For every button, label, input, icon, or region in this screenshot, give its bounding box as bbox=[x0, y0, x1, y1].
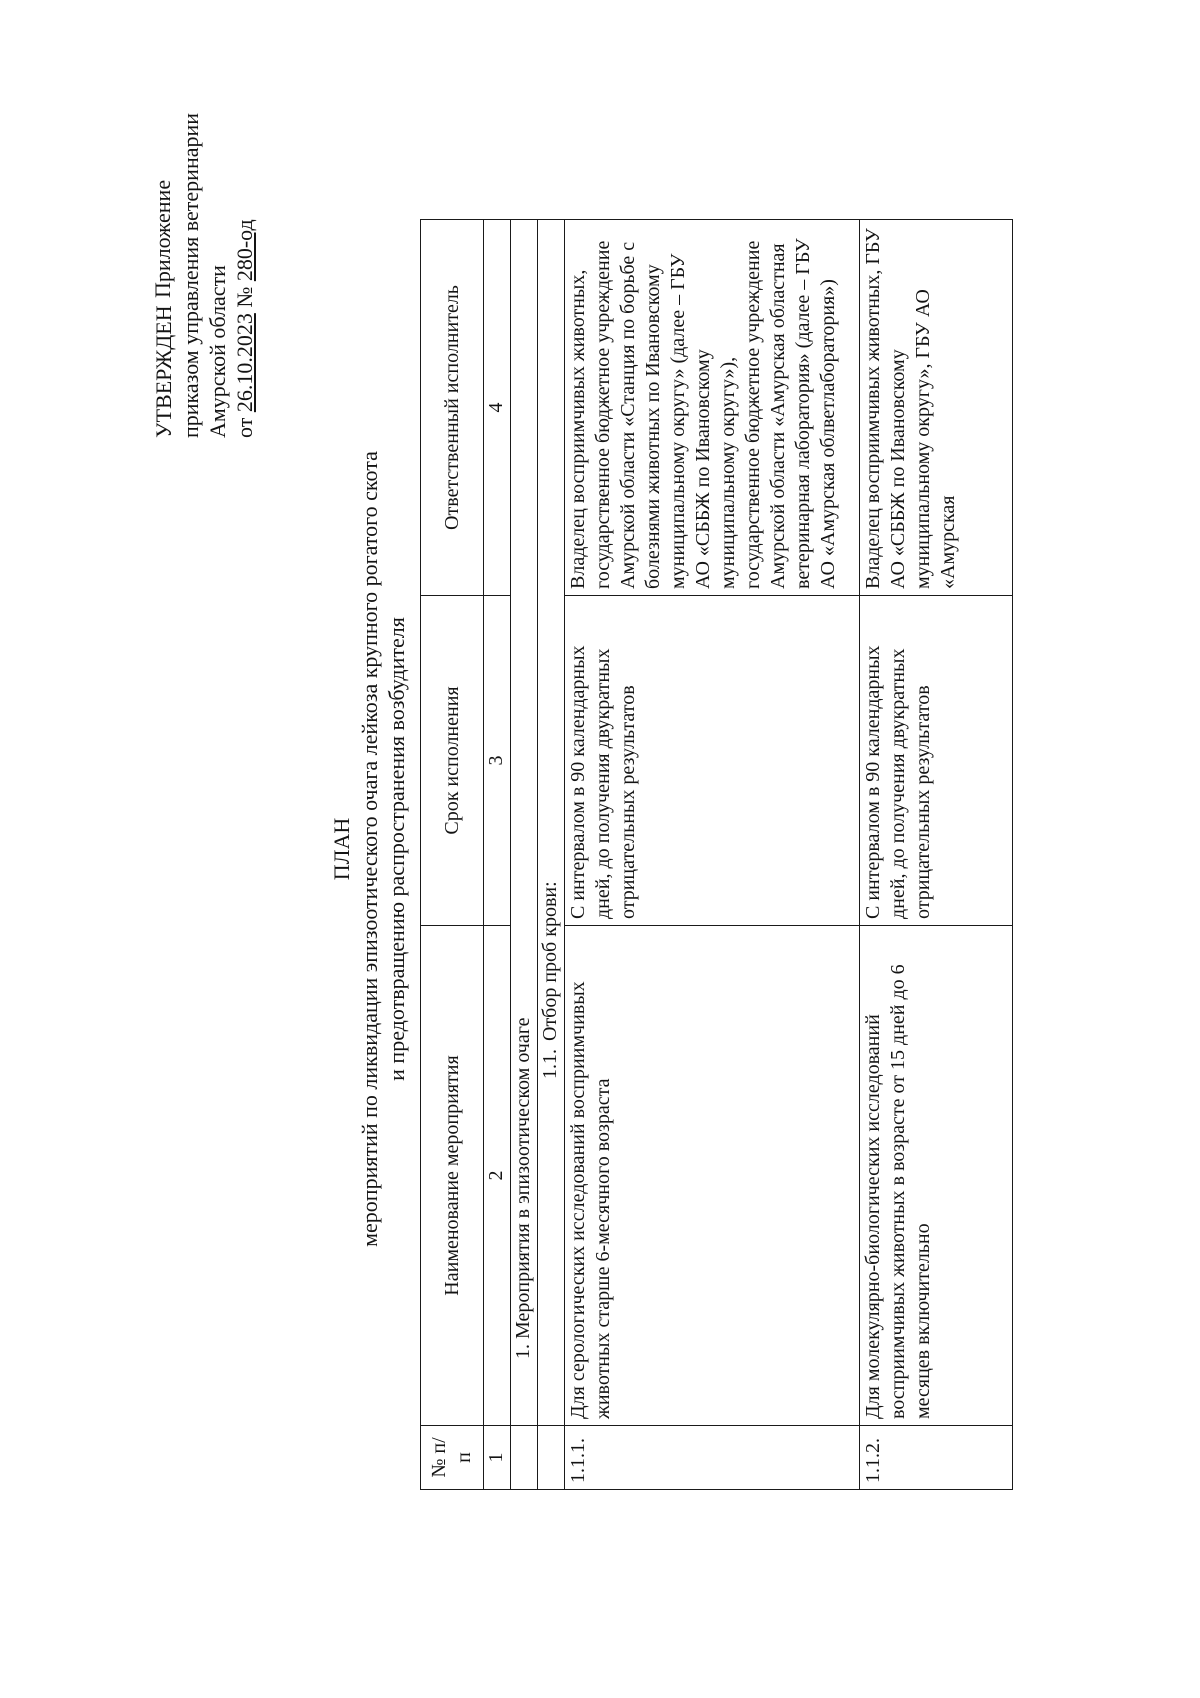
approved-label: УТВЕРЖДЕН bbox=[151, 305, 176, 438]
row-name: Для молекулярно-биологических исследований восприимчивых животных в возрасте от 15 дней до 6 месяцев включительно bbox=[860, 926, 1013, 1426]
subsection-cell bbox=[538, 220, 565, 1426]
col-number-3: 3 bbox=[484, 596, 511, 926]
header-num: № п/п bbox=[421, 1426, 484, 1490]
row-term: С интервалом в 90 календарных дней, до получения двукратных отрицательных результатов bbox=[860, 596, 1013, 926]
approval-block bbox=[150, 113, 258, 438]
plan-table bbox=[420, 219, 1013, 1490]
col-number-4: 4 bbox=[484, 220, 511, 596]
date-prefix: от bbox=[232, 412, 257, 438]
header-name: Наименование мероприятия bbox=[421, 926, 484, 1426]
row-number: 1.1.1. bbox=[565, 1426, 860, 1490]
section-row bbox=[511, 220, 538, 1490]
number-prefix: № bbox=[232, 281, 257, 314]
section-num-cell bbox=[511, 1426, 538, 1490]
row-term: С интервалом в 90 календарных дней, до получения двукратных отрицательных результатов bbox=[565, 596, 860, 926]
subsection-empty-cell bbox=[538, 1426, 565, 1490]
subsection-number: 1.1. bbox=[539, 1049, 561, 1079]
column-numbers-row bbox=[484, 220, 511, 1490]
subsection-title: Отбор проб крови: bbox=[539, 881, 561, 1041]
appendix-label: Приложение bbox=[150, 179, 175, 298]
row-responsible: Владелец восприимчивых животных, государственное бюджетное учреждение Амурской области «Станция по борьбе с болезнями животных по Ивановскому муниципальному округу» (далее – ГБУ АО «СББЖ по Ивановскому муниципальному округу»), государственное бюджетное учреждение Амурской области «Амурская областная ветеринарная лаборатория» (далее – ГБУ АО «Амурская облветлаборатория») bbox=[565, 220, 860, 596]
subsection-row bbox=[538, 220, 565, 1490]
table-row bbox=[860, 220, 1013, 1490]
row-number: 1.1.2. bbox=[860, 1426, 1013, 1490]
col-number-1: 1 bbox=[484, 1426, 511, 1490]
header-term: Срок исполнения bbox=[421, 596, 484, 926]
approval-line-1: приказом управления ветеринарии bbox=[178, 112, 203, 438]
section-title bbox=[511, 220, 538, 1426]
col-number-2: 2 bbox=[484, 926, 511, 1426]
approval-date-line bbox=[231, 113, 258, 438]
row-name: Для серологических исследований восприимчивых животных старше 6-месячного возраста bbox=[565, 926, 860, 1426]
approval-number: 280-од bbox=[232, 219, 257, 282]
plan-subtitle-1: мероприятий по ликвидации эпизоотического очага лейкоза крупного рогатого скота bbox=[357, 451, 382, 1247]
table-header-row bbox=[421, 220, 484, 1490]
table-row bbox=[565, 220, 860, 1490]
approval-date: 26.10.2023 bbox=[232, 313, 257, 413]
section-title-text: 1. Мероприятия в эпизоотическом очаге bbox=[512, 1017, 534, 1359]
header-responsible: Ответственный исполнитель bbox=[421, 220, 484, 596]
plan-title: ПЛАН bbox=[329, 817, 354, 881]
row-responsible: Владелец восприимчивых животных, ГБУ АО «СББЖ по Ивановскому муниципальному округу», ГБУ АО «Амурская bbox=[860, 220, 1013, 596]
plan-subtitle-2: и предотвращению распространения возбудителя bbox=[384, 617, 409, 1081]
approval-line-2: Амурской области bbox=[205, 265, 230, 438]
